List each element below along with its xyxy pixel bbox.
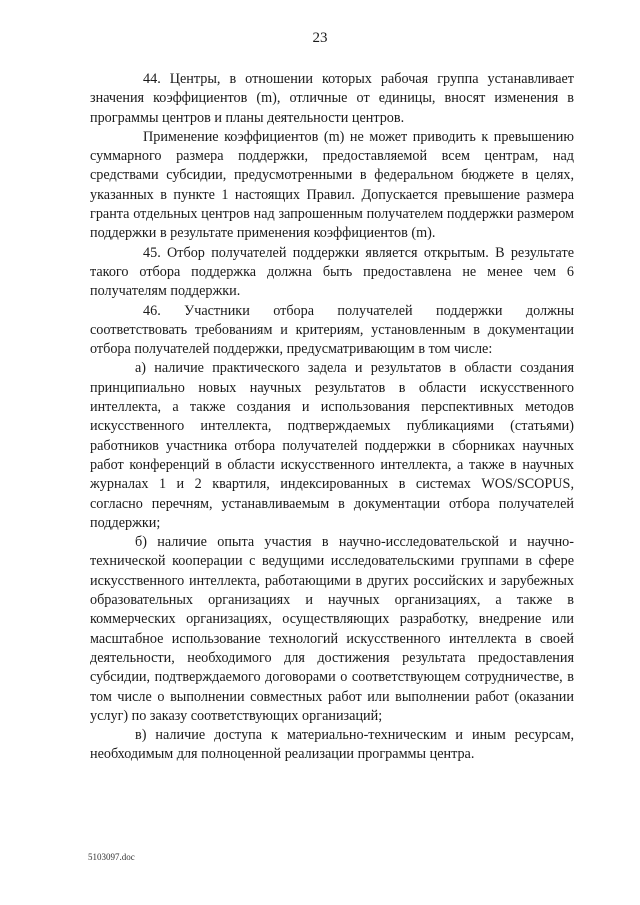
paragraph-46: 46. Участники отбора получателей поддержки должны соответствовать требованиям и критериям, установленным в документации отбора получателей поддержки, предусматривающим в том числе:: [90, 302, 574, 358]
item-a: а) наличие практического задела и результатов в области создания принципиально новых научных результатов в области искусственного интеллекта, а также создания и использования перспективных методов искусственного интеллекта, подтверждаемых публикациями (статьями) работников участника отбора получателей поддержки в сборниках научных работ конференций в области искусственного интеллекта, а также в научных журналах 1 и 2 квартиля, индексированных в системах WOS/SCOPUS, согласно перечням, устанавливаемым в документации отбора получателей поддержки;: [90, 360, 574, 531]
document-body: [90, 70, 574, 765]
item-b: б) наличие опыта участия в научно-исследовательской и научно-технической кооперации с ведущими исследовательскими группами в сфере искусственного интеллекта, работающими в других российских и зарубежных образовательных организациях и научных организациях, а также в коммерческих организациях, осуществляющих разработку, внедрение или масштабное использование технологий искусственного интеллекта в своей деятельности, необходимого для достижения результата предоставления субсидии, подтверждаемого договорами о соответствующем сотрудничестве, в том числе о выполнении совместных работ или выполнении работ (оказании услуг) по заказу соответствующих организаций;: [90, 534, 574, 724]
paragraph-coefficients: Применение коэффициентов (m) не может приводить к превышению суммарного размера поддержки, предоставляемой всем центрам, над средствами субсидии, предусмотренными в федеральном бюджете в целях, указанных в пункте 1 настоящих Правил. Допускается превышение размера гранта отдельных центров над запрошенным получателем поддержки размером поддержки в результате применения коэффициентов (m).: [90, 128, 574, 242]
document-code: 5103097.doc: [88, 852, 135, 862]
page-number: 23: [312, 30, 328, 46]
paragraph-45: 45. Отбор получателей поддержки является открытым. В результате такого отбора поддержка должна быть предоставлена не менее чем 6 получателям поддержки.: [90, 244, 574, 300]
item-v: в) наличие доступа к материально-техническим и иным ресурсам, необходимым для полноценной реализации программы центра.: [90, 727, 574, 763]
paragraph-44: 44. Центры, в отношении которых рабочая группа устанавливает значения коэффициентов (m), отличные от единицы, вносят изменения в программы центров и планы деятельности центров.: [90, 71, 574, 126]
